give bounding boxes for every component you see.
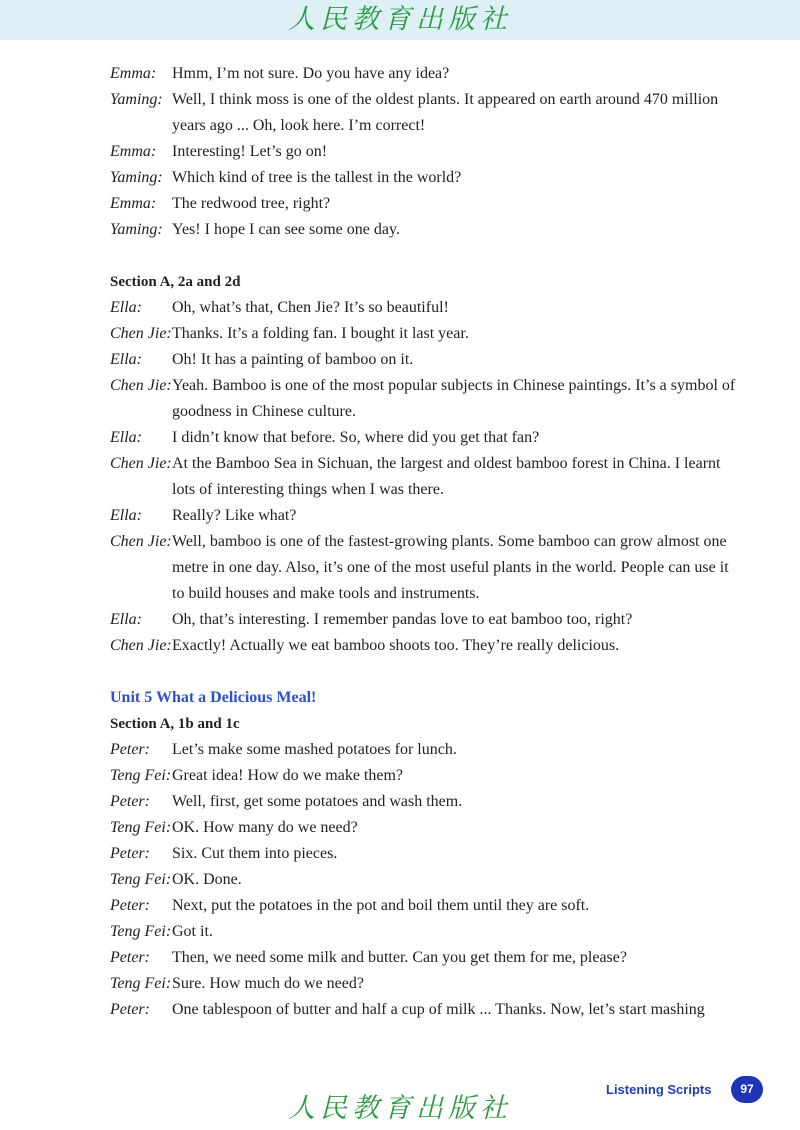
speech: One tablespoon of butter and half a cup of milk ... Thanks. Now, let’s start mashing	[172, 1001, 705, 1018]
dialogue-line	[110, 867, 740, 893]
speech: OK. Done.	[172, 871, 242, 888]
speech: I didn’t know that before. So, where did you get that fan?	[172, 429, 540, 446]
section-heading: Section A, 2a and 2d	[110, 274, 241, 290]
speech: Yes! I hope I can see some one day.	[172, 221, 400, 238]
speaker: Ella:	[110, 351, 142, 368]
dialogue-line	[110, 997, 740, 1023]
dialogue-line	[110, 61, 740, 87]
speaker: Teng Fei:	[110, 923, 172, 940]
dialogue-line	[110, 347, 740, 373]
dialogue-line	[110, 165, 740, 191]
speaker: Peter:	[110, 741, 150, 758]
speaker: Ella:	[110, 299, 142, 316]
page-number-badge: 97	[731, 1076, 763, 1103]
speech: Got it.	[172, 923, 213, 940]
speech: Then, we need some milk and butter. Can you get them for me, please?	[172, 949, 627, 966]
dialogue-line	[110, 451, 740, 503]
spacer	[110, 243, 740, 269]
speech: Great idea! How do we make them?	[172, 767, 404, 784]
speech: Six. Cut them into pieces.	[172, 845, 338, 862]
footer-label: Listening Scripts	[606, 1082, 712, 1097]
dialogue-line	[110, 633, 740, 659]
publisher-logo-top: 人民教育出版社	[288, 4, 512, 35]
speech: Which kind of tree is the tallest in the world?	[172, 169, 462, 186]
dialogue-line	[110, 893, 740, 919]
dialogue-line	[110, 971, 740, 997]
speaker: Teng Fei:	[110, 819, 172, 836]
unit-block	[110, 685, 740, 1023]
speech: Interesting! Let’s go on!	[172, 143, 328, 160]
speech: The redwood tree, right?	[172, 195, 331, 212]
speaker: Ella:	[110, 507, 142, 524]
listening-script	[110, 61, 740, 1023]
speech: Oh! It has a painting of bamboo on it.	[172, 351, 414, 368]
dialogue-line	[110, 139, 740, 165]
speaker: Ella:	[110, 611, 142, 628]
speech: Oh, what’s that, Chen Jie? It’s so beautiful!	[172, 299, 449, 316]
speaker: Teng Fei:	[110, 871, 172, 888]
section-heading: Section A, 1b and 1c	[110, 716, 240, 732]
speech: Oh, that’s interesting. I remember pandas love to eat bamboo too, right?	[172, 611, 633, 628]
speaker: Peter:	[110, 845, 150, 862]
speech: Sure. How much do we need?	[172, 975, 364, 992]
dialogue-line	[110, 607, 740, 633]
spacer	[110, 659, 740, 685]
dialogue-line	[110, 295, 740, 321]
speech: OK. How many do we need?	[172, 819, 358, 836]
dialogue-line	[110, 217, 740, 243]
speech: Well, bamboo is one of the fastest-growing plants. Some bamboo can grow almost one metre in one day. Also, it’s one of the most useful plants in the world. People can use it to build houses and make tools and instruments.	[172, 533, 729, 602]
unit-heading: Unit 5 What a Delicious Meal!	[110, 689, 317, 706]
dialogue-line	[110, 87, 740, 139]
speaker: Chen Jie:	[110, 377, 172, 394]
speaker: Yaming:	[110, 169, 163, 186]
speech: Next, put the potatoes in the pot and boil them until they are soft.	[172, 897, 590, 914]
speaker: Emma:	[110, 195, 157, 212]
dialogue-line	[110, 945, 740, 971]
speaker: Chen Jie:	[110, 637, 172, 654]
dialogue-block-2	[110, 269, 740, 659]
dialogue-line	[110, 373, 740, 425]
speaker: Chen Jie:	[110, 533, 172, 550]
speaker: Peter:	[110, 949, 150, 966]
dialogue-line	[110, 919, 740, 945]
dialogue-line	[110, 425, 740, 451]
speaker: Yaming:	[110, 91, 163, 108]
dialogue-line	[110, 191, 740, 217]
speaker: Emma:	[110, 143, 157, 160]
speaker: Ella:	[110, 429, 142, 446]
dialogue-line	[110, 763, 740, 789]
dialogue-line	[110, 789, 740, 815]
speech: Well, first, get some potatoes and wash them.	[172, 793, 463, 810]
dialogue-line	[110, 841, 740, 867]
speech: Hmm, I’m not sure. Do you have any idea?	[172, 65, 450, 82]
dialogue-line	[110, 815, 740, 841]
publisher-logo-bottom: 人民教育出版社	[288, 1093, 512, 1124]
speaker: Peter:	[110, 1001, 150, 1018]
speaker: Teng Fei:	[110, 767, 172, 784]
speaker: Emma:	[110, 65, 157, 82]
dialogue-line	[110, 503, 740, 529]
speech: Well, I think moss is one of the oldest plants. It appeared on earth around 470 million years ago ... Oh, look here. I’m correct!	[172, 91, 719, 134]
speech: Exactly! Actually we eat bamboo shoots too. They’re really delicious.	[172, 637, 620, 654]
dialogue-line	[110, 737, 740, 763]
speaker: Chen Jie:	[110, 455, 172, 472]
speaker: Peter:	[110, 897, 150, 914]
speaker: Teng Fei:	[110, 975, 172, 992]
speech: Thanks. It’s a folding fan. I bought it last year.	[172, 325, 469, 342]
dialogue-block-1	[110, 61, 740, 243]
dialogue-line	[110, 529, 740, 607]
speaker: Chen Jie:	[110, 325, 172, 342]
speaker: Yaming:	[110, 221, 163, 238]
speech: Let’s make some mashed potatoes for lunch.	[172, 741, 457, 758]
speech: At the Bamboo Sea in Sichuan, the largest and oldest bamboo forest in China. I learnt lots of interesting things when I was there.	[172, 455, 721, 498]
speaker: Peter:	[110, 793, 150, 810]
dialogue-line	[110, 321, 740, 347]
speech: Yeah. Bamboo is one of the most popular subjects in Chinese paintings. It’s a symbol of goodness in Chinese culture.	[172, 377, 736, 420]
speech: Really? Like what?	[172, 507, 297, 524]
